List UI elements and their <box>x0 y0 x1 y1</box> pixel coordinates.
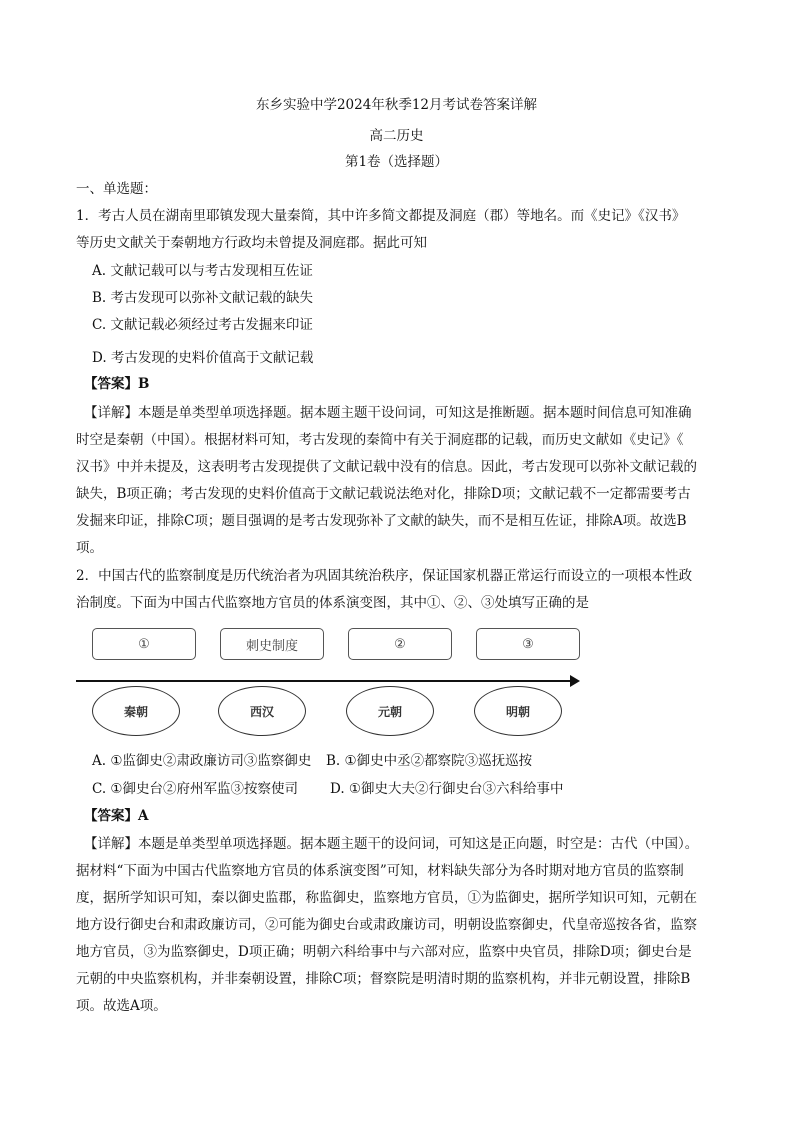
dynasty-ellipse-1: 秦朝 <box>92 686 180 736</box>
q2-stem-line1: 2．中国古代的监察制度是历代统治者为巩固其统治秩序，保证国家机器正常运行而设立的一项根本性政 <box>76 568 693 584</box>
volume-title: 第1卷（选择题） <box>344 154 449 170</box>
q2-answer: 【答案】A <box>84 808 149 824</box>
q1-stem-line2: 等历史文献关于秦朝地方行政均未曾提及洞庭郡。据此可知 <box>76 235 427 251</box>
q2-option-a: A. ①监御史②肃政廉访司③监察御史 <box>92 753 312 769</box>
q1-option-a: A. 文献记载可以与考古发现相互佐证 <box>92 263 313 279</box>
q1-explain-line: 项。 <box>76 540 103 556</box>
q2-stem-line2: 治制度。下面为中国古代监察地方官员的体系演变图，其中①、②、③处填写正确的是 <box>76 595 589 611</box>
q2-explain-line: 据材料“下面为中国古代监察地方官员的体系演变图”可知，材料缺失部分为各时期对地方官员的监察制 <box>76 863 684 879</box>
diagram-box-3: ② <box>348 628 452 660</box>
q1-stem-line1: 1．考古人员在湖南里耶镇发现大量秦简，其中许多简文都提及洞庭（郡）等地名。而《史记》《汉书》 <box>76 208 686 224</box>
q1-explain-line: 时空是秦朝（中国）。根据材料可知，考古发现的秦简中有关于洞庭郡的记载，而历史文献如《史记》《 <box>76 432 684 448</box>
q2-explain-line: 元朝的中央监察机构，并非秦朝设置，排除C项；督察院是明清时期的监察机构，并非元朝设置，排除B <box>76 971 691 987</box>
q2-explain-line: 地方官员，③为监察御史，D项正确；明朝六科给事中与六部对应，监察中央官员，排除D项；御史台是 <box>76 944 692 960</box>
q2-explain-line: 项。故选A项。 <box>76 998 167 1014</box>
q2-option-d: D. ①御史大夫②行御史台③六科给事中 <box>330 781 564 797</box>
diagram-box-4: ③ <box>476 628 580 660</box>
timeline-arrow-line <box>76 680 572 682</box>
q1-option-b: B. 考古发现可以弥补文献记载的缺失 <box>92 290 314 306</box>
q1-explain-line: 缺失，B项正确；考古发现的史料价值高于文献记载说法绝对化，排除D项；文献记载不一定都需要考古 <box>76 486 691 502</box>
section-heading: 一、单选题： <box>76 181 157 197</box>
dynasty-ellipse-4: 明朝 <box>474 686 562 736</box>
subject-title: 高二历史 <box>369 128 424 144</box>
q2-explain-line: 【详解】本题是单类型单项选择题。据本题主题干的设问词，可知这是正向题，时空是：古代（中国）。 <box>84 836 699 852</box>
q1-answer: 【答案】B <box>84 376 150 392</box>
dynasty-ellipse-2: 西汉 <box>218 686 306 736</box>
timeline-arrow-head <box>570 675 580 687</box>
dynasty-ellipse-3: 元朝 <box>346 686 434 736</box>
supervision-evolution-diagram <box>70 622 590 747</box>
page-title: 东乡实验中学2024年秋季12月考试卷答案详解 <box>255 97 538 113</box>
q1-explain-line: 汉书》中并未提及，这表明考古发现提供了文献记载中没有的信息。因此，考古发现可以弥补文献记载的 <box>76 459 697 475</box>
q1-explain-line: 【详解】本题是单类型单项选择题。据本题主题干设问词，可知这是推断题。据本题时间信息可知准确 <box>84 405 692 421</box>
q1-explain-line: 发掘来印证，排除C项；题目强调的是考古发现弥补了文献的缺失，而不是相互佐证，排除A项。故选B <box>76 513 687 529</box>
q1-option-d: D. 考古发现的史料价值高于文献记载 <box>92 350 314 366</box>
q2-explain-line: 地方设行御史台和肃政廉访司，②可能为御史台或肃政廉访司，明朝设监察御史，代皇帝巡按各省，监察 <box>76 917 697 933</box>
diagram-box-1: ① <box>92 628 196 660</box>
diagram-box-2: 刺史制度 <box>220 628 324 660</box>
q2-option-b: B. ①御史中丞②都察院③巡抚巡按 <box>326 753 533 769</box>
q2-explain-line: 度，据所学知识可知，秦以御史监郡，称监御史，监察地方官员，①为监御史，据所学知识可知，元朝在 <box>76 890 697 906</box>
q2-option-c: C. ①御史台②府州军监③按察使司 <box>92 781 299 797</box>
q1-option-c: C. 文献记载必须经过考古发掘来印证 <box>92 317 313 333</box>
